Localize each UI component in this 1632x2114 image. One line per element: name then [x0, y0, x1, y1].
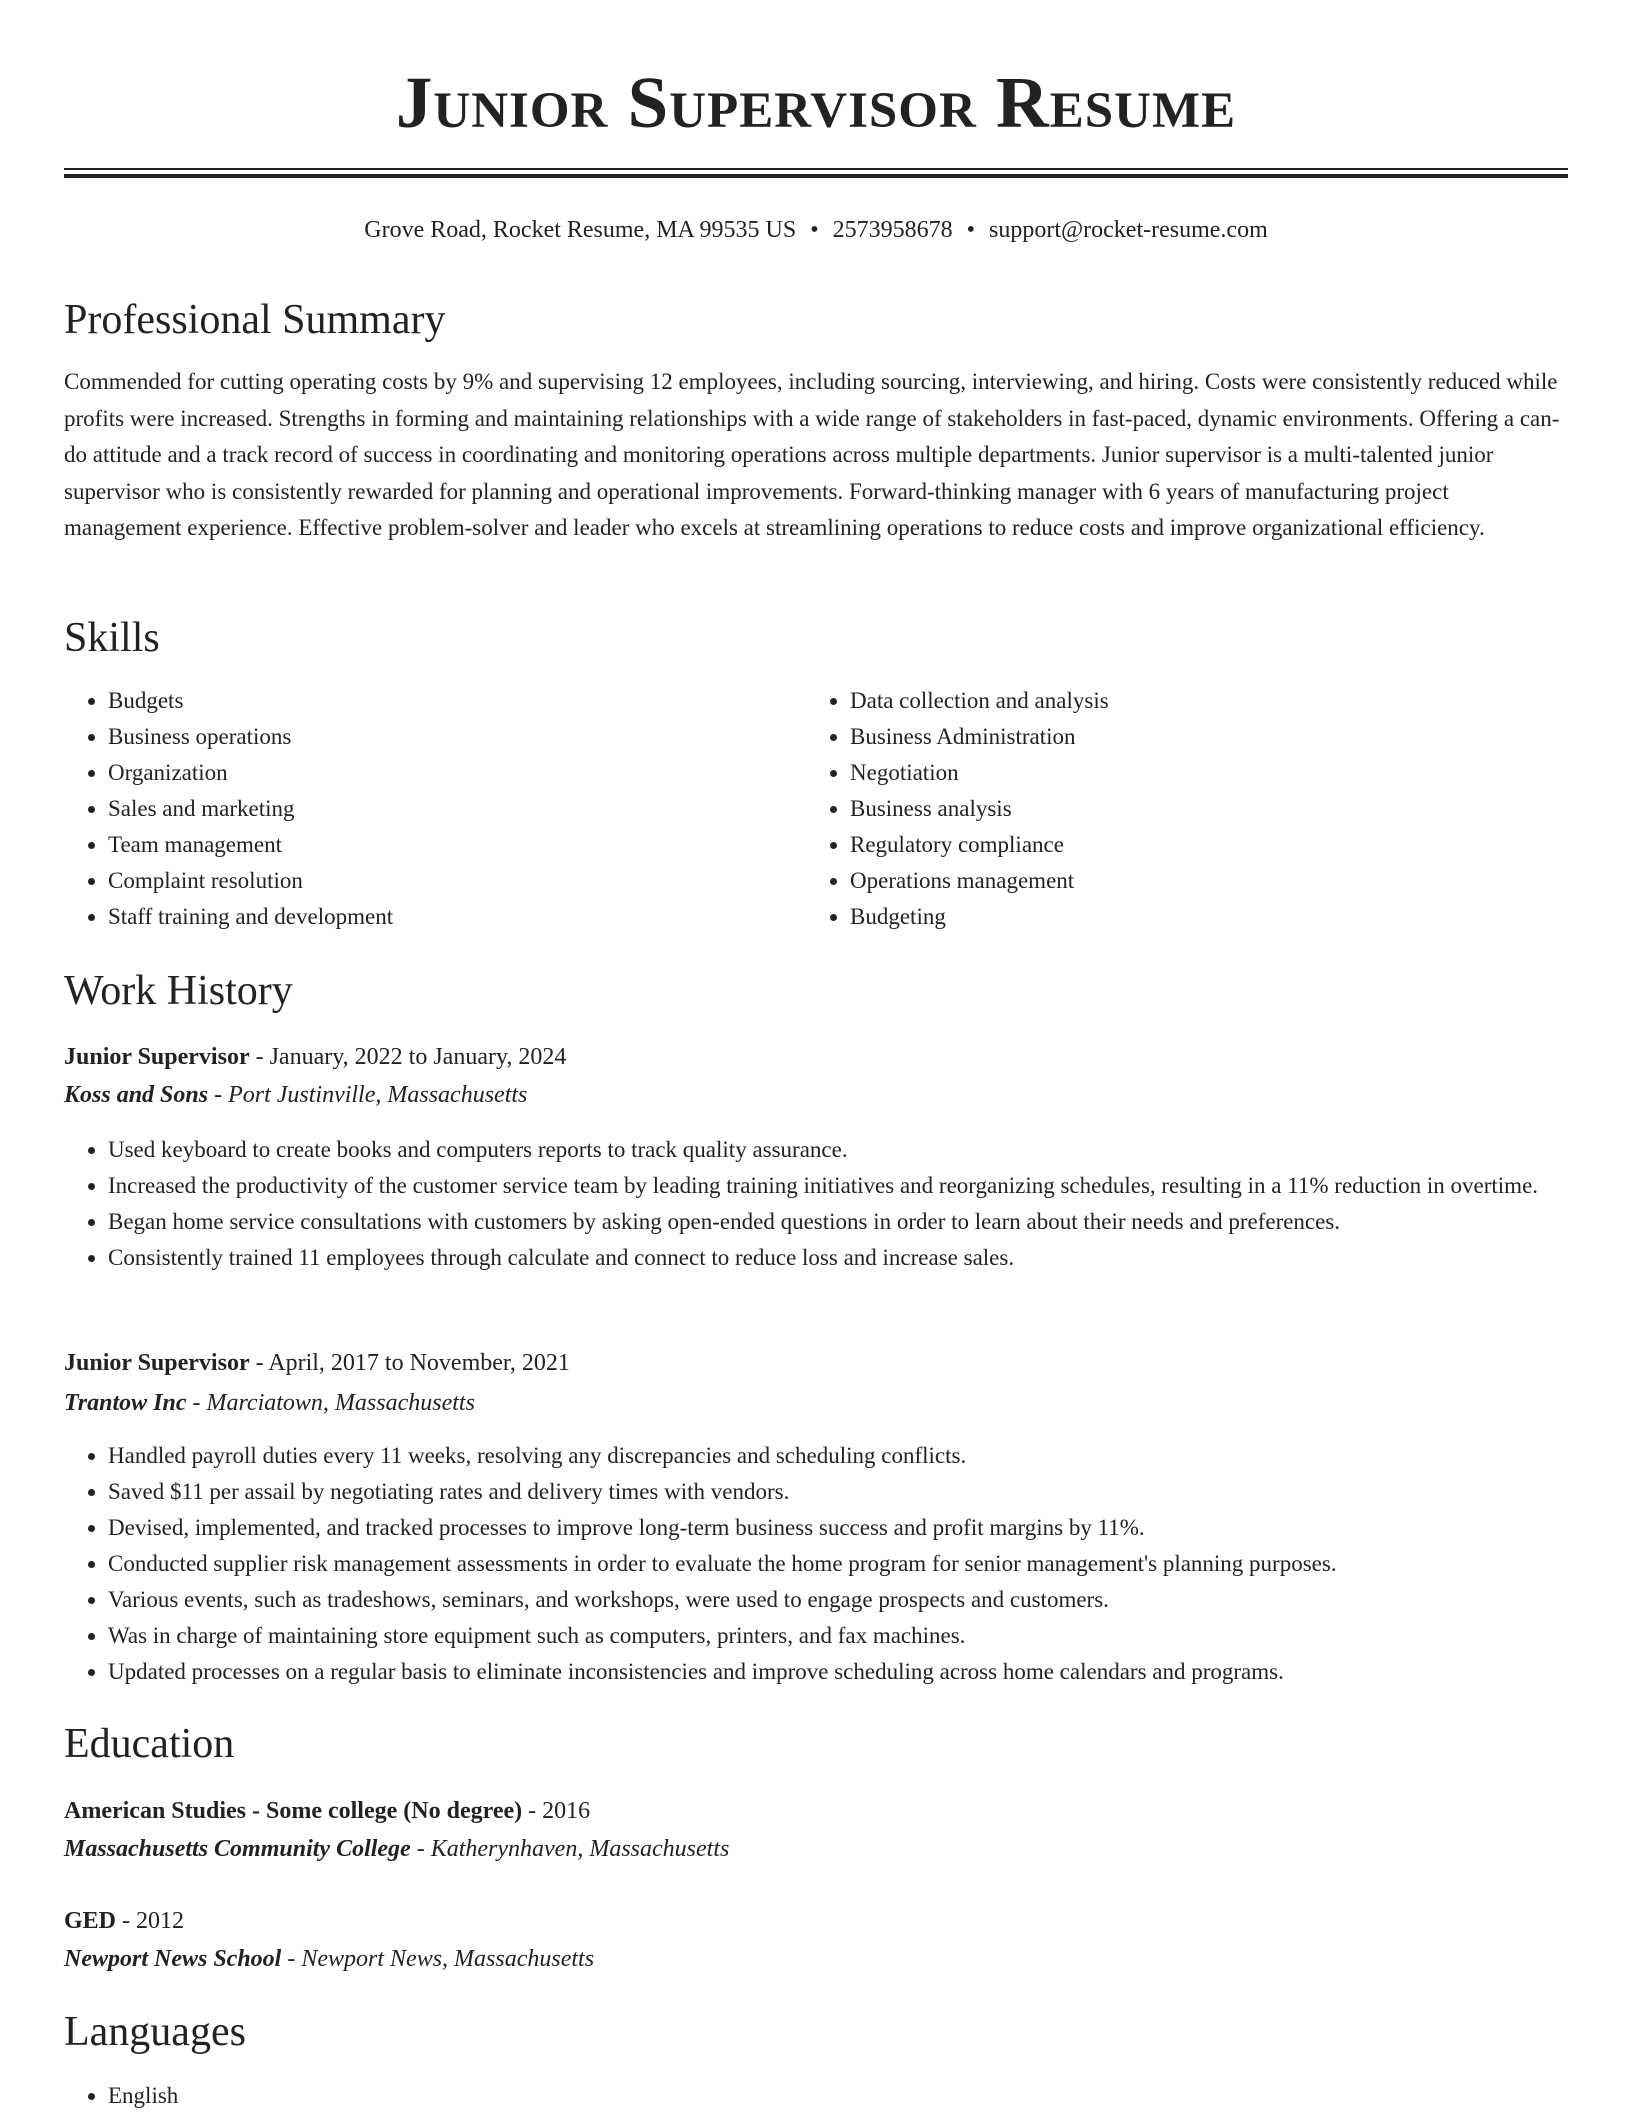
list-item: • Conducted supplier risk management assessments in order to evaluate the home program for senior management's planning purposes. — [108, 1546, 1568, 1582]
list-item: • Staff training and development — [108, 899, 808, 935]
contact-address: Grove Road, Rocket Resume, MA 99535 US — [364, 217, 797, 243]
languages-list — [64, 2078, 178, 2114]
job-header — [64, 1346, 570, 1380]
list-item: • Updated processes on a regular basis to eliminate inconsistencies and improve scheduling across home calendars and programs. — [108, 1654, 1568, 1690]
contact-phone: 2573958678 — [832, 217, 953, 243]
education-degree: GED — [64, 1908, 117, 1934]
job-header — [64, 1040, 566, 1074]
job-company-line — [64, 1386, 475, 1420]
job-location: - Marciatown, Massachusetts — [186, 1390, 475, 1416]
education-location: - Katherynhaven, Massachusetts — [410, 1836, 730, 1862]
summary-text: Commended for cutting operating costs by 9% and supervising 12 employees, including sourcing, interviewing, and hiring. Costs were consistently reduced while profits were increased. Strengths in forming and maintaining relationships with a wide range of stakeholders in fast-paced, dynamic environments. Offering a can-do attitude and a track record of success in coordinating and monitoring operations across multiple departments. Junior supervisor is a multi-talented junior supervisor who is consistently rewarded for planning and operational improvements. Forward-thinking manager with 6 years of manufacturing project management experience. Effective problem-solver and leader who excels at streamlining operations to reduce costs and improve organizational efficiency. — [64, 369, 1560, 540]
list-item: • Devised, implemented, and tracked processes to improve long-term business success and profit margins by 11%. — [108, 1510, 1568, 1546]
job-dates: - January, 2022 to January, 2024 — [249, 1044, 567, 1070]
contact-email: support@rocket-resume.com — [989, 217, 1268, 243]
list-item: • Saved $11 per assail by negotiating rates and delivery times with vendors. — [108, 1474, 1568, 1510]
education-degree-line — [64, 1794, 590, 1828]
contact-line — [64, 214, 1568, 246]
job-dates: - April, 2017 to November, 2021 — [249, 1350, 570, 1376]
education-year: - 2016 — [522, 1798, 591, 1824]
list-item: • Various events, such as tradeshows, seminars, and workshops, were used to engage prospects and customers. — [108, 1582, 1568, 1618]
page-title: Junior Supervisor Resume — [395, 62, 1237, 143]
work-history-heading: Work History — [64, 968, 293, 1014]
job-bullets — [64, 1132, 1568, 1276]
education-school: Newport News School — [64, 1946, 282, 1972]
list-item: • Business operations — [108, 719, 808, 755]
education-location: - Newport News, Massachusetts — [281, 1946, 595, 1972]
list-item: • Business analysis — [850, 791, 1550, 827]
list-item: • English — [108, 2078, 178, 2114]
education-school: Massachusetts Community College — [64, 1836, 411, 1862]
list-item: • Complaint resolution — [108, 863, 808, 899]
list-item: • Regulatory compliance — [850, 827, 1550, 863]
job-company-line — [64, 1078, 527, 1112]
list-item: • Budgeting — [850, 899, 1550, 935]
education-school-line — [64, 1942, 594, 1976]
list-item: • Sales and marketing — [108, 791, 808, 827]
education-school-line — [64, 1832, 729, 1866]
list-item: • Team management — [108, 827, 808, 863]
summary-heading: Professional Summary — [64, 297, 446, 343]
list-item: • Was in charge of maintaining store equipment such as computers, printers, and fax machines. — [108, 1618, 1568, 1654]
job-company: Trantow Inc — [64, 1390, 187, 1416]
list-item: • Used keyboard to create books and computers reports to track quality assurance. — [108, 1132, 1568, 1168]
list-item: • Business Administration — [850, 719, 1550, 755]
job-bullets — [64, 1438, 1568, 1690]
languages-heading: Languages — [64, 2009, 246, 2055]
contact-separator: • — [810, 217, 819, 243]
list-item: • Began home service consultations with customers by asking open-ended questions in order to learn about their needs and preferences. — [108, 1204, 1568, 1240]
education-heading: Education — [64, 1721, 235, 1767]
title-divider — [64, 168, 1568, 178]
job-company: Koss and Sons — [64, 1082, 209, 1108]
list-item: • Organization — [108, 755, 808, 791]
skills-list-right — [806, 683, 1550, 935]
list-item: • Operations management — [850, 863, 1550, 899]
list-item: • Handled payroll duties every 11 weeks, resolving any discrepancies and scheduling conflicts. — [108, 1438, 1568, 1474]
list-item: • Budgets — [108, 683, 808, 719]
skills-heading: Skills — [64, 615, 160, 661]
job-title: Junior Supervisor — [64, 1350, 250, 1376]
job-location: - Port Justinville, Massachusetts — [208, 1082, 528, 1108]
education-year: - 2012 — [116, 1908, 185, 1934]
job-title: Junior Supervisor — [64, 1044, 250, 1070]
list-item: • Negotiation — [850, 755, 1550, 791]
education-degree: American Studies - Some college (No degree) — [64, 1798, 523, 1824]
skills-list-left — [64, 683, 808, 935]
education-degree-line — [64, 1904, 184, 1938]
list-item: • Increased the productivity of the customer service team by leading training initiatives and reorganizing schedules, resulting in a 11% reduction in overtime. — [108, 1168, 1568, 1204]
list-item: • Data collection and analysis — [850, 683, 1550, 719]
contact-separator: • — [966, 217, 976, 243]
list-item: • Consistently trained 11 employees through calculate and connect to reduce loss and increase sales. — [108, 1240, 1568, 1276]
